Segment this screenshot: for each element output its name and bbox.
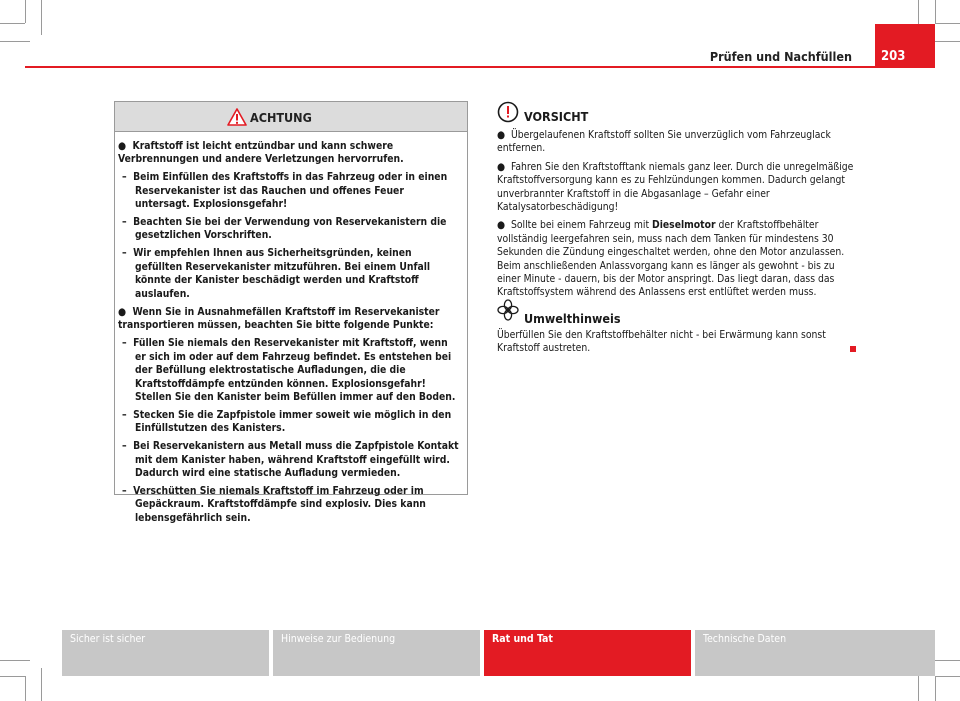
footer-tab-rat-und-tat[interactable]: Rat und Tat — [484, 630, 691, 676]
crop-mark — [935, 676, 960, 677]
crop-mark — [935, 23, 960, 24]
warning-bullet: ● Wenn Sie in Ausnahmefällen Kraftstoff im Reservekanister transportieren müssen, beachten Sie bitte folgende Punkte: — [118, 305, 440, 332]
caution-title: VORSICHT — [524, 109, 589, 124]
footer-tab-hinweise-zur-bedienung[interactable]: Hinweise zur Bedienung — [273, 630, 480, 676]
warning-dash-item: – Beim Einfüllen des Kraftstoffs in das Fahrzeug oder in einen Reservekanister ist das Rauchen und offenes Feuer untersagt. Explosionsgefahr! — [122, 171, 448, 211]
crop-mark — [0, 23, 25, 24]
flower-icon — [497, 299, 519, 323]
crop-mark — [25, 0, 26, 23]
warning-title: ACHTUNG — [250, 110, 312, 125]
diesel-emphasis: Dieselmotor — [652, 219, 716, 232]
crop-mark — [25, 676, 26, 701]
exclamation-circle-icon — [497, 101, 519, 123]
warning-bullet: ● Kraftstoff ist leicht entzündbar und kann schwere Verbrennungen und andere Verletzungen hervorrufen. — [118, 140, 404, 166]
environment-header — [497, 299, 621, 327]
page-number: 203 — [875, 24, 935, 66]
header-rule — [25, 66, 935, 68]
warning-box-header — [115, 102, 467, 132]
crop-mark — [41, 0, 42, 35]
warning-dash-item: – Verschütten Sie niemals Kraftstoff im Fahrzeug oder im Gepäckraum. Kraftstoffdämpfe sind explosiv. Dies kann lebensgefährlich sein. — [122, 484, 426, 524]
environment-body — [497, 329, 857, 356]
crop-mark — [935, 0, 936, 23]
warning-dash-item: – Beachten Sie bei der Verwendung von Reservekanistern die gesetzlichen Vorschriften. — [122, 216, 447, 242]
warning-dash-item: – Füllen Sie niemals den Reservekanister mit Kraftstoff, wenn er sich im oder auf dem Fahrzeug befindet. Es entstehen bei der Befüllung elektrostatische Aufladungen, die die Kraftstoffdämpfe entzünden können. Explosionsgefahr! Stellen Sie den Kanister beim Befüllen immer auf den Boden. — [122, 337, 456, 403]
footer-tab-sicher-ist-sicher[interactable]: Sicher ist sicher — [62, 630, 269, 676]
footer-tab-technische-daten[interactable]: Technische Daten — [695, 630, 935, 676]
caution-body — [497, 124, 857, 300]
crop-mark — [0, 676, 25, 677]
crop-mark — [41, 668, 42, 701]
caution-bullet: ● Fahren Sie den Kraftstofftank niemals ganz leer. Durch die unregelmäßige Kraftstoffversorgung kann es zu Fehlzündungen kommen. Dadurch gelangt unverbrannter Kraftstoff in die Abgasanlage – Gefahr einer Katalysatorbeschädigung! — [497, 160, 854, 214]
caution-bullet: ● Sollte bei einem Fahrzeug mit Dieselmotor der Kraftstoffbehälter vollständig leergefahren sein, muss nach dem Tanken für mindestens 30 Sekunden die Zündung eingeschaltet werden, ohne den Motor anzulassen. Beim anschließenden Anlassvorgang kann es länger als gewohnt - bis zu einer Minute - dauern, bis der Motor anspringt. Das liegt daran, dass das Kraftstoffsystem während des Anlassens erst entlüftet werden muss. — [497, 219, 845, 299]
warning-triangle-icon — [227, 108, 247, 126]
warning-box — [114, 101, 468, 524]
section-end-marker — [850, 346, 856, 352]
warning-dash-item: – Wir empfehlen Ihnen aus Sicherheitsgründen, keinen gefüllten Reservekanister mitzuführen. Bei einem Unfall könnte der Kanister beschädigt werden und Kraftstoff auslaufen. — [122, 247, 431, 300]
crop-mark — [0, 41, 30, 42]
environment-text: Überfüllen Sie den Kraftstoffbehälter nicht - bei Erwärmung kann sonst Kraftstoff austreten. — [497, 329, 826, 355]
warning-dash-item: – Bei Reservekanistern aus Metall muss die Zapfpistole Kontakt mit dem Kanister haben, während Kraftstoff eingefüllt wird. Dadurch wird eine statische Aufladung vermieden. — [122, 440, 459, 479]
caution-bullet: ● Übergelaufenen Kraftstoff sollten Sie unverzüglich vom Fahrzeuglack entfernen. — [497, 129, 831, 155]
environment-title: Umwelthinweis — [524, 311, 621, 326]
crop-mark — [0, 660, 30, 661]
warning-body — [115, 132, 467, 525]
page-section-title: Prüfen und Nachfüllen — [709, 49, 852, 64]
warning-dash-item: – Stecken Sie die Zapfpistole immer soweit wie möglich in den Einfüllstutzen des Kanisters. — [122, 408, 452, 435]
crop-mark — [935, 676, 936, 701]
